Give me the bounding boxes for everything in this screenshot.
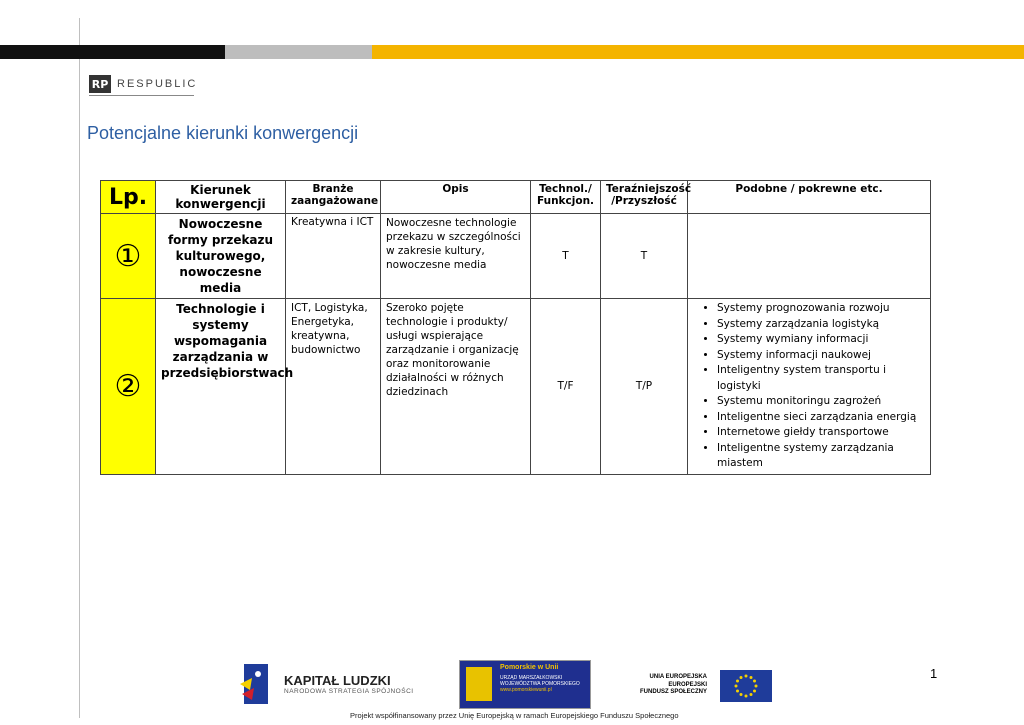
kl-title: KAPITAŁ LUDZKI: [284, 673, 391, 688]
header-technol: Technol./ Funkcjon.: [531, 181, 601, 214]
row-kierunek: Nowoczesne formy przekazu kulturowego, nowoczesne media: [156, 214, 286, 299]
row-podobne: [688, 299, 931, 475]
footer-logos: [238, 660, 778, 710]
list-item: • Inteligentne systemy zarządzania miastem: [717, 441, 925, 472]
header-opis: Opis: [381, 181, 531, 214]
header-bar-black: [0, 45, 225, 59]
header-teraz: Teraźniejszość /Przyszłość: [601, 181, 688, 214]
page-title: Potencjalne kierunki konwergencji: [87, 123, 359, 143]
pom-sub-line: WOJEWÓDZTWA POMORSKIEGO: [500, 681, 580, 687]
list-item: • Inteligentny system transportu i logistyki: [717, 363, 925, 394]
pom-title: Pomorskie w Unii: [500, 664, 559, 671]
kapital-ludzki-logo: [238, 660, 414, 708]
convergence-table: [100, 180, 931, 475]
list-item: • Systemy zarządzania logistyką: [717, 317, 925, 333]
row-opis: Szeroko pojęte technologie i produkty/ usługi wspierające zarządzanie i organizację oraz monitorowanie działalności w różnych dziedzinach: [381, 299, 531, 475]
header-kierunek: Kierunek konwergencji: [156, 181, 286, 214]
header-podobne: Podobne / pokrewne etc.: [688, 181, 931, 214]
header-branze: Branże zaangażowane: [286, 181, 381, 214]
row-number: ①: [101, 214, 156, 299]
kl-subtitle: NARODOWA STRATEGIA SPÓJNOŚCI: [284, 688, 414, 695]
row-podobne: [688, 214, 931, 299]
row-kierunek: Technologie i systemy wspomagania zarządzania w przedsiębiorstwach: [156, 299, 286, 475]
funding-note: Projekt współfinansowany przez Unię Europejską w ramach Europejskiego Funduszu Społecznego: [350, 711, 679, 720]
margin-line: [79, 18, 80, 718]
ue-line: FUNDUSZ SPOŁECZNY: [640, 689, 708, 695]
table-header-row: [101, 181, 931, 214]
ue-line: UNIA EUROPEJSKA: [649, 674, 708, 680]
list-item: • Inteligentne sieci zarządzania energią: [717, 410, 925, 426]
row-technol: T/F: [531, 299, 601, 475]
kapital-ludzki-icon: [238, 660, 270, 708]
list-item: • Systemy prognozowania rozwoju: [717, 301, 925, 317]
logo-text: RESPUBLIC: [117, 78, 198, 90]
respublic-logo: [89, 75, 197, 93]
pomorskie-logo: [459, 660, 591, 709]
pom-sub-line: URZĄD MARSZAŁKOWSKI: [500, 675, 563, 681]
row-number: ②: [101, 299, 156, 475]
row-opis: Nowoczesne technologie przekazu w szczególności w zakresie kultury, nowoczesne media: [381, 214, 531, 299]
eu-flag-icon: [720, 670, 772, 702]
logo-underline: [89, 95, 194, 96]
header-lp: Lp.: [101, 181, 156, 214]
logo-mark: RP: [89, 75, 111, 93]
list-item: • Systemu monitoringu zagrożeń: [717, 394, 925, 410]
row-branze: ICT, Logistyka, Energetyka, kreatywna, budownictwo: [286, 299, 381, 475]
griffin-crest-icon: [466, 667, 492, 701]
list-item: • Internetowe giełdy transportowe: [717, 425, 925, 441]
ue-text: [640, 674, 707, 697]
row-teraz: T: [601, 214, 688, 299]
pom-url: www.pomorskiewunii.pl: [500, 687, 552, 693]
ue-line: EUROPEJSKI: [668, 681, 708, 688]
list-item: • Systemy wymiany informacji: [717, 332, 925, 348]
row-technol: T: [531, 214, 601, 299]
table-row: [101, 299, 931, 475]
row-teraz: T/P: [601, 299, 688, 475]
header-bar-gray: [225, 45, 372, 59]
table-row: [101, 214, 931, 299]
list-item: • Systemy informacji naukowej: [717, 348, 925, 364]
row-branze: Kreatywna i ICT: [286, 214, 381, 299]
page-number: 1: [930, 666, 938, 681]
header-bar-gold: [372, 45, 1024, 59]
similar-list: [693, 301, 925, 472]
